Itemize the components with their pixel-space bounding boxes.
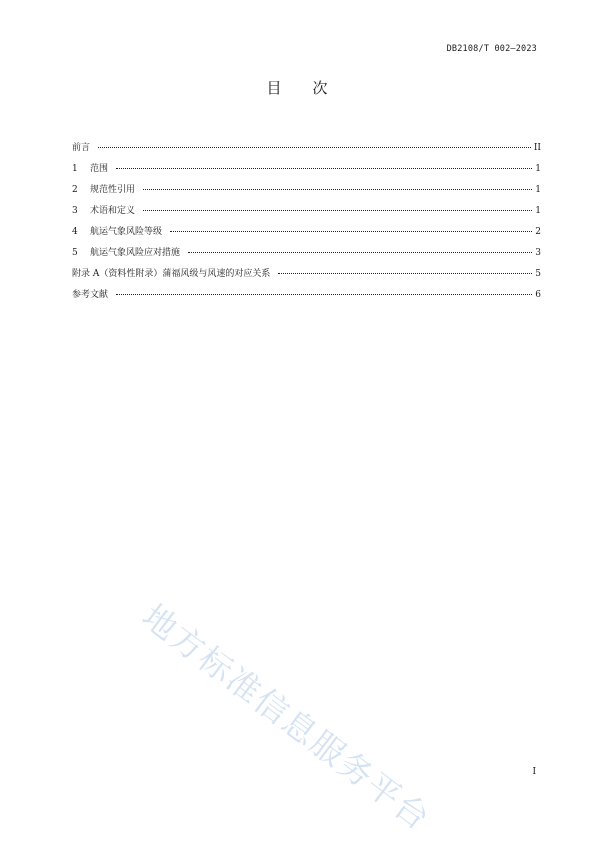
toc-entry-response-measures[interactable] bbox=[72, 246, 541, 267]
toc-entry-number: 1 bbox=[72, 164, 78, 174]
title-part-2: 次 bbox=[312, 79, 329, 97]
toc-entry-number: 4 bbox=[72, 227, 78, 237]
toc-entry-number: 5 bbox=[72, 248, 78, 258]
toc-entry-number: 2 bbox=[72, 185, 78, 195]
toc-entry-label bbox=[72, 183, 135, 197]
toc-leader-dots bbox=[98, 147, 531, 148]
table-of-contents bbox=[72, 141, 541, 309]
toc-entry-terms-definitions[interactable] bbox=[72, 204, 541, 225]
toc-entry-label bbox=[72, 204, 135, 218]
toc-entry-text: 航运气象风险应对措施 bbox=[90, 248, 181, 258]
toc-entry-foreword[interactable] bbox=[72, 141, 541, 162]
toc-entry-page: II bbox=[533, 143, 541, 153]
toc-entry-number: 3 bbox=[72, 206, 78, 216]
toc-entry-page: 1 bbox=[535, 206, 541, 216]
page-title bbox=[0, 77, 595, 98]
toc-leader-dots bbox=[143, 210, 532, 211]
toc-entry-page: 1 bbox=[535, 185, 541, 195]
toc-entry-page: 5 bbox=[535, 269, 541, 279]
toc-entry-page: 6 bbox=[535, 290, 541, 300]
toc-entry-text: 范围 bbox=[90, 164, 109, 174]
toc-entry-risk-levels[interactable] bbox=[72, 225, 541, 246]
toc-entry-text: 规范性引用 bbox=[90, 185, 136, 195]
toc-leader-dots bbox=[116, 294, 532, 295]
toc-entry-scope[interactable] bbox=[72, 162, 541, 183]
toc-leader-dots bbox=[188, 252, 532, 253]
page-number: I bbox=[532, 767, 536, 777]
toc-entry-appendix-a[interactable] bbox=[72, 267, 541, 288]
toc-entry-label bbox=[72, 162, 108, 176]
toc-entry-text: 航运气象风险等级 bbox=[90, 227, 163, 237]
watermark: 地方标准信息服务平台 bbox=[135, 596, 439, 839]
toc-entry-label: 前言 bbox=[72, 143, 91, 153]
toc-leader-dots bbox=[116, 168, 532, 169]
toc-leader-dots bbox=[170, 231, 532, 232]
toc-entry-label bbox=[72, 225, 162, 239]
toc-entry-page: 2 bbox=[535, 227, 541, 237]
toc-entry-label bbox=[72, 246, 180, 260]
toc-entry-page: 1 bbox=[535, 164, 541, 174]
toc-entry-bibliography[interactable] bbox=[72, 288, 541, 309]
toc-entry-label: 附录 A（资料性附录）蒲福风级与风速的对应关系 bbox=[72, 269, 271, 279]
document-code: DB2108/T 002—2023 bbox=[446, 44, 537, 54]
toc-leader-dots bbox=[278, 273, 532, 274]
toc-entry-normative-references[interactable] bbox=[72, 183, 541, 204]
title-part-1: 目 bbox=[266, 79, 283, 97]
toc-entry-label: 参考文献 bbox=[72, 290, 109, 300]
toc-leader-dots bbox=[143, 189, 532, 190]
toc-entry-text: 术语和定义 bbox=[90, 206, 136, 216]
toc-entry-page: 3 bbox=[535, 248, 541, 258]
